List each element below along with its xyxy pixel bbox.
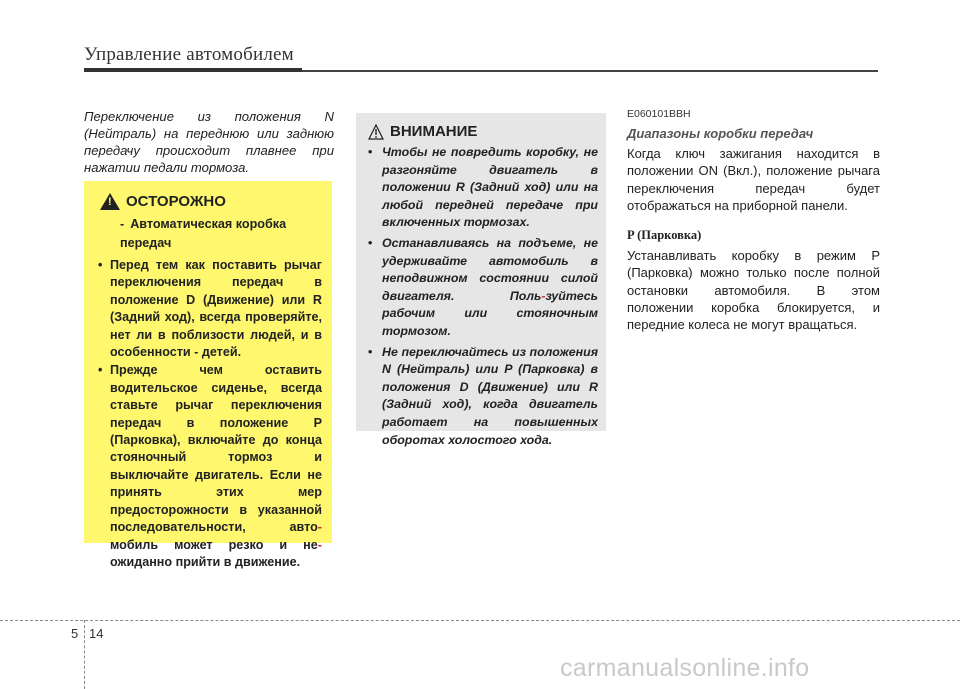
section-code: E060101BBH <box>627 108 691 120</box>
warning-list <box>94 257 322 571</box>
caution-triangle-icon <box>368 124 384 140</box>
warning-title: ОСТОРОЖНО <box>126 193 226 210</box>
caution-box <box>356 113 606 447</box>
warning-subtitle-text: Автоматическая коробка передач <box>120 217 287 250</box>
warning-box <box>84 181 332 569</box>
warning-header <box>100 193 322 210</box>
paragraph-park: Устанавливать коробку в режим P (Парковка) можно только после полной остановки автомобиля. В этом положении коробка блокируется, и передние колеса не могут вращаться. <box>627 248 880 333</box>
warning-subtitle <box>94 215 322 253</box>
header-rule-accent <box>84 68 302 72</box>
right-column <box>627 108 880 334</box>
caution-header <box>368 123 598 140</box>
park-heading: P (Парковка) <box>627 228 702 243</box>
section-subheading: Диапазоны коробки передач <box>627 126 814 141</box>
caution-title: ВНИМАНИЕ <box>390 123 478 140</box>
warning-triangle-icon: ! <box>100 193 120 210</box>
caution-item: • Чтобы не повредить коробку, не разгоняйте двигатель в положении R (Задний ход) или на любой передней передаче при включенных тормозах. <box>366 144 598 232</box>
caution-list <box>366 144 598 449</box>
watermark: carmanualsonline.info <box>560 654 810 682</box>
intro-text: Переключение из положения N (Нейтраль) на переднюю или заднюю передачу происходит плавнее при нажатии педали тормоза. <box>84 109 334 175</box>
footer-divider <box>84 620 85 689</box>
left-column <box>84 108 334 176</box>
caution-item: • Останавливаясь на подъеме, не удерживайте автомобиль в неподвижном состоянии силой двигателя. Поль-зуйтесь рабочим или стояночным тормозом. <box>366 235 598 341</box>
section-number: 5 <box>71 626 79 641</box>
warning-item: • Прежде чем оставить водительское сиденье, всегда ставьте рычаг переключения передач в положение P (Парковка), включайте до конца стояночный тормоз и выключайте двигатель. Если не принять этих мер предосторожности в указанной последовательности, авто-мобиль может резко и не-ожиданно прийти в движение. <box>94 362 322 571</box>
header-rule <box>84 70 878 72</box>
paragraph-ignition: Когда ключ зажигания находится в положении ON (Вкл.), положение рычага переключения передач будет отображаться на приборной панели. <box>627 146 880 213</box>
footer-rule <box>0 620 960 621</box>
caution-item: • Не переключайтесь из положения N (Нейтраль) или P (Парковка) в положения D (Движение) или R (Задний ход), когда двигатель работает на повышенных оборотах холостого хода. <box>366 344 598 450</box>
page-number: 14 <box>89 626 104 641</box>
warning-subtitle-dash: - <box>120 217 125 231</box>
page-header-title: Управление автомобилем <box>84 44 294 65</box>
warning-item: • Перед тем как поставить рычаг переключения передач в положение D (Движение) или R (Задний ход), всегда проверяйте, нет ли в поблизости людей, и в особенности - детей. <box>94 257 322 361</box>
